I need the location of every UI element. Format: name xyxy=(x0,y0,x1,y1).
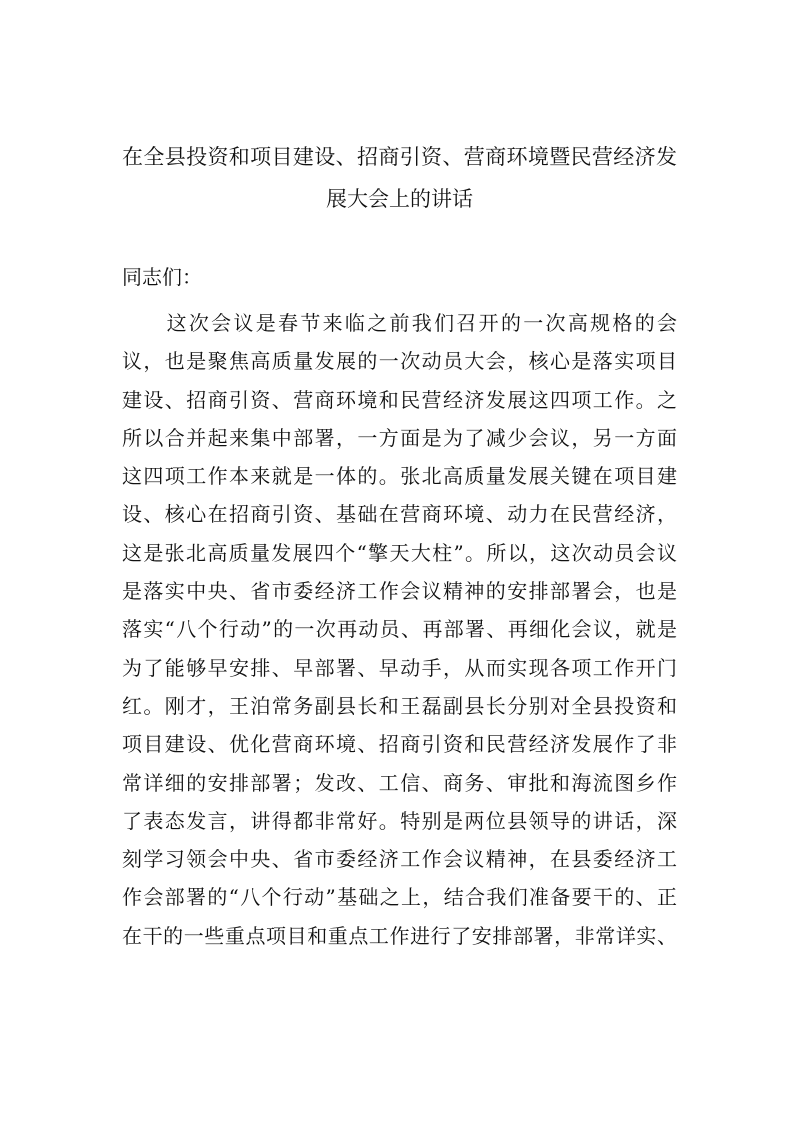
body-text-line: 这四项工作本来就是一体的。张北高质量发展关键在项目建 xyxy=(122,464,677,489)
body-text-line: 落实“八个行动”的一次再动员、再部署、再细化会议，就是 xyxy=(122,617,677,642)
body-text-line: 建设、招商引资、营商环境和民营经济发展这四项工作。之 xyxy=(122,387,677,412)
body-text-line: 所以合并起来集中部署，一方面是为了减少会议，另一方面 xyxy=(122,425,677,450)
body-text-line: 刻学习领会中央、省市委经济工作会议精神，在县委经济工 xyxy=(122,847,677,872)
body-text-line: 为了能够早安排、早部署、早动手，从而实现各项工作开门 xyxy=(122,655,677,680)
body-text-line: 议，也是聚焦高质量发展的一次动员大会，核心是落实项目 xyxy=(122,349,677,374)
body-text-line: 红。刚才，王泊常务副县长和王磊副县长分别对全县投资和 xyxy=(122,693,677,718)
document-title-line-1: 在全县投资和项目建设、招商引资、营商环境暨民营经济发 xyxy=(122,145,677,169)
document-page xyxy=(122,136,677,955)
body-text-line: 设、核心在招商引资、基础在营商环境、动力在民营经济， xyxy=(122,502,677,527)
document-title-line-2: 展大会上的讲话 xyxy=(326,187,473,211)
speech-body xyxy=(122,304,677,955)
greeting: 同志们： xyxy=(122,265,202,289)
body-text-line: 这是张北高质量发展四个“擎天大柱”。所以，这次动员会议 xyxy=(122,540,677,565)
body-text-line: 项目建设、优化营商环境、招商引资和民营经济发展作了非 xyxy=(122,732,677,757)
body-text-line: 常详细的安排部署；发改、工信、商务、审批和海流图乡作 xyxy=(122,770,677,795)
body-text-line: 这次会议是春节来临之前我们召开的一次高规格的会 xyxy=(122,311,677,335)
body-text-line: 在干的一些重点项目和重点工作进行了安排部署，非常详实、 xyxy=(122,923,677,948)
body-text-line: 是落实中央、省市委经济工作会议精神的安排部署会，也是 xyxy=(122,579,677,604)
body-text-line: 作会部署的“八个行动”基础之上，结合我们准备要干的、正 xyxy=(122,885,677,910)
body-text-line: 了表态发言，讲得都非常好。特别是两位县领导的讲话，深 xyxy=(122,808,677,833)
